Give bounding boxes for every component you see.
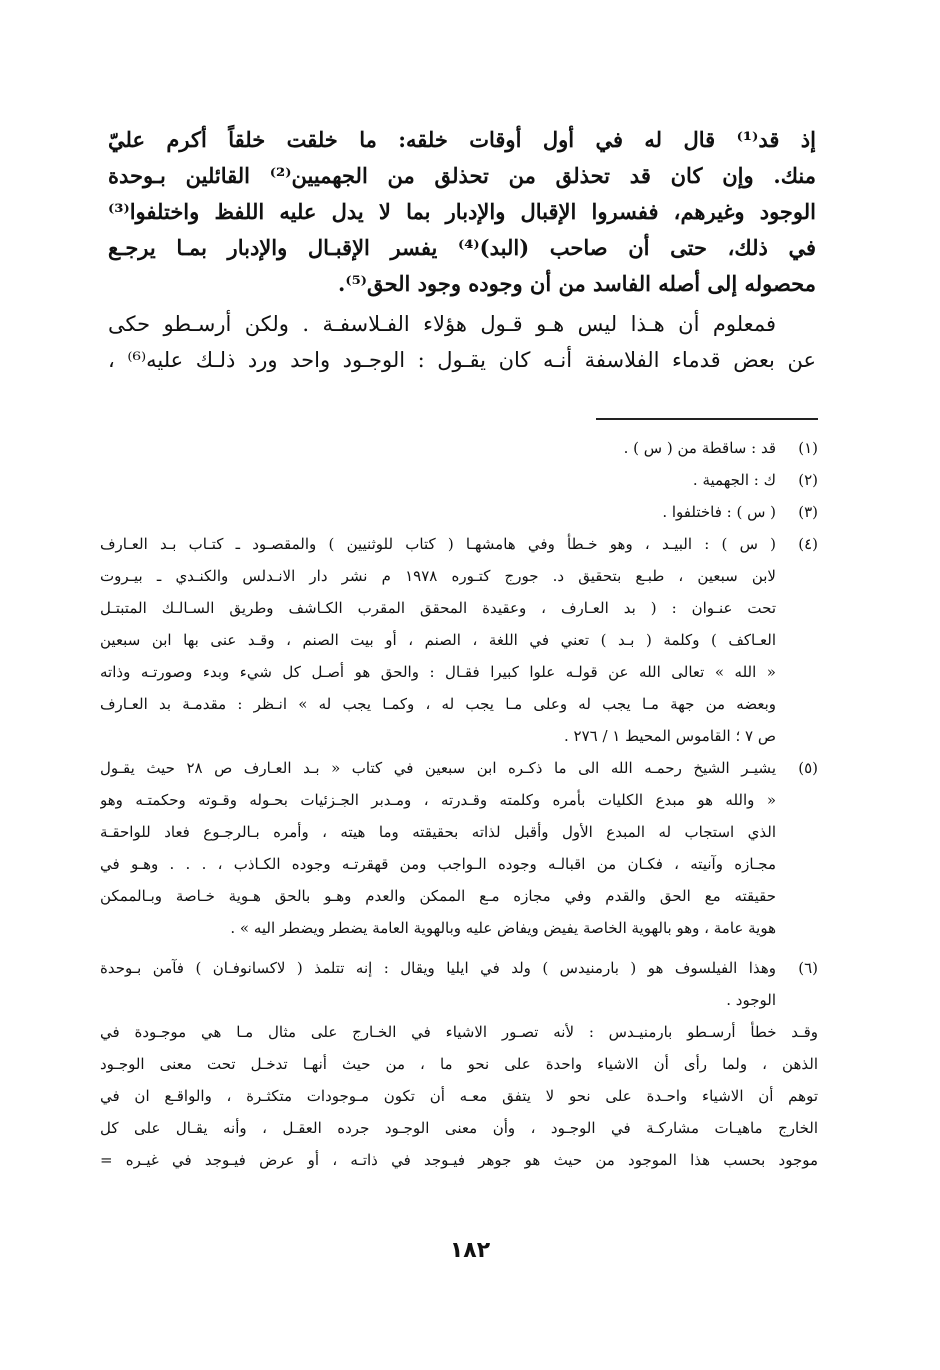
footnote-number: (٢) <box>798 471 818 489</box>
footnote-line: ص ٧ ؛ القاموس المحيط ١ / ٢٧٦ . <box>563 727 776 745</box>
footnote-line: ك : الجهمية . <box>692 471 776 489</box>
footnote-5 <box>100 752 818 944</box>
text-line: الوجود وغيرهم، ففسروا الإقبال والإدبار بما لا يدل عليه اللفظ واختلفوا⁽³⁾ <box>108 199 816 224</box>
footnote-line: هوية عامة ، وهو بالهوية الخاصة يفيض ويفاض عليه وبالهوية العامة يضطر ويضطر اليه » . <box>230 919 776 937</box>
footnote-divider <box>596 418 818 420</box>
footnote-line: الوجود . <box>726 991 776 1009</box>
footnote-line: لابن سبعين ، طبـع بتحقيق د. جورج كتـوره ١٩٧٨ م نشر دار الانـدلس والكنـدي ـ بيـروت <box>100 567 776 585</box>
footnote-line: الذهن ، ولما رأى أن الاشياء واحدة على نحو ما ، من حيث أنهـا تدخـل تحت معنى الوجـود <box>100 1055 818 1073</box>
main-text <box>108 122 816 378</box>
footnote-line: « والله هو مبدع الكليات بأمره وكلمته وقـدرته ، ومـدبر الجـزئيات بحـوله وقـوته وحكمتـه وهو <box>100 791 776 809</box>
text-line: إذ قد⁽¹⁾ قال له في أول أوقات خلقه: ما خلقت خلقاً أكرم عليّ <box>108 127 816 152</box>
footnote-line: مجـازه وآنيته ، فكـان من اقبالـه وجوده الـواجب ومن قهقرتـه وجوده الكـاذب ، . . . وهـو في <box>100 855 776 873</box>
footnote-line: الخارج ماهيـات مشاركـة في الوجـود ، وأن معنى الوجـود جرده العقـل ، وأنه يقـال على كل <box>100 1119 818 1137</box>
footnote-6 <box>100 952 818 1016</box>
footnote-number: (٤) <box>798 535 818 553</box>
footnote-line: موجود بحسب هذا الموجود من حيث هو جوهر فيـوجد في ذاتـه ، أو عرض فيـوجد في غيـره = <box>100 1151 818 1169</box>
footnotes <box>100 432 818 1176</box>
footnote-1 <box>100 432 818 464</box>
footnote-line: الذي استجاب له المبدع الأول وأقبل لذاته بحقيقته وما هيته ، وأمره بـالرجـوع فعاد للواحقـة <box>100 823 776 841</box>
footnote-number: (٥) <box>798 759 818 777</box>
text-line: عن بعض قدماء الفلاسفة أنـه كان يقـول : الوجـود واحد ورد ذلـك عليه⁽⁶⁾ ، <box>108 348 816 372</box>
footnote-number: (٦) <box>798 959 818 977</box>
footnote-continuation <box>100 1016 818 1176</box>
footnote-line: « الله » تعالى الله عن قولـه علوا كبيرا فقـال : والحق هو أصـل كل شيء وبدء وصورتـه وذاته <box>100 663 776 681</box>
footnote-line: يشيـر الشيخ رحمـه الله الى ما ذكـره ابن سبعين في كتاب « بـد العـارف ص ٢٨ حيث يقـول <box>100 759 776 777</box>
footnote-line: تحت عنـوان : ( بد العـارف ، وعقيدة المحقق المقرب الكـاشف وطريق السـالـك المتبتـل <box>100 599 776 617</box>
text-line: محصوله إلى أصله الفاسد من أن وجوده وجود الحق⁽⁵⁾. <box>338 271 816 296</box>
footnote-line: وقـد خطأ أرسـطو بارمنيـدس : لأنه تصـور الاشياء في الخـارج على مثال مـا هي موجـودة في <box>100 1023 818 1041</box>
footnote-line: حقيقته مع الحق والقدم وفي مجازه مـع الممكن والعدم وهـو بالحق هـوية خـاصة وبـالممكن <box>100 887 776 905</box>
footnote-number: (٣) <box>798 503 818 521</box>
page-number: ١٨٢ <box>449 1238 491 1263</box>
footnote-2 <box>100 464 818 496</box>
footnote-line: العـاكف ) وكلمة ( بـد ) تعني في اللغة ، الصنم ، أو بيت الصنم ، وقـد عنى بها ابن سبعين <box>100 631 776 649</box>
text-line: منك. وإن كان قد تحذلق من تحذلق من الجهميين⁽²⁾ القائلين بـوحدة <box>108 163 816 188</box>
footnote-number: (١) <box>798 439 818 457</box>
text-line: في ذلك، حتى أن صاحب (البد)⁽⁴⁾ يفسر الإقبـال والإدبار بمـا يرجـع <box>108 235 816 260</box>
footnote-4 <box>100 528 818 752</box>
text-line: فمعلوم أن هـذا ليس هـو قـول هؤلاء الفـلاسفـة . ولكن أرسـطو حكى <box>108 312 776 336</box>
footnote-line: وبعضه من جهة مـا يجب له وعلى مـا يجب له ، وكمـا يجب له » انـظر : مقدمـة بد العـارف <box>100 695 776 713</box>
footnote-3 <box>100 496 818 528</box>
footnote-line: ( س ) : فاختلفوا . <box>662 503 776 521</box>
paragraph-1 <box>108 122 816 302</box>
footnote-line: قد : ساقطة من ( س ) . <box>623 439 776 457</box>
footnote-line: ( س ) : البيـد ، وهو خـطأ وفي هامشهـا ( كتاب للوثنيين ) والمقصـود ـ كتـاب بـد العـارف <box>100 535 776 553</box>
footnote-line: توهم أن الاشياء واحـدة على نحو لا يتفق معـه أن تكون مـوجودات متكثـرة ، والواقـع ان في <box>100 1087 818 1105</box>
paragraph-2 <box>108 306 816 378</box>
footnote-line: وهذا الفيلسوف هو ( بارمنيدس ) ولد في ايليا ويقال : إنه تتلمذ ( لاكسانوفـان ) فآمن بـوحدة <box>100 959 776 977</box>
